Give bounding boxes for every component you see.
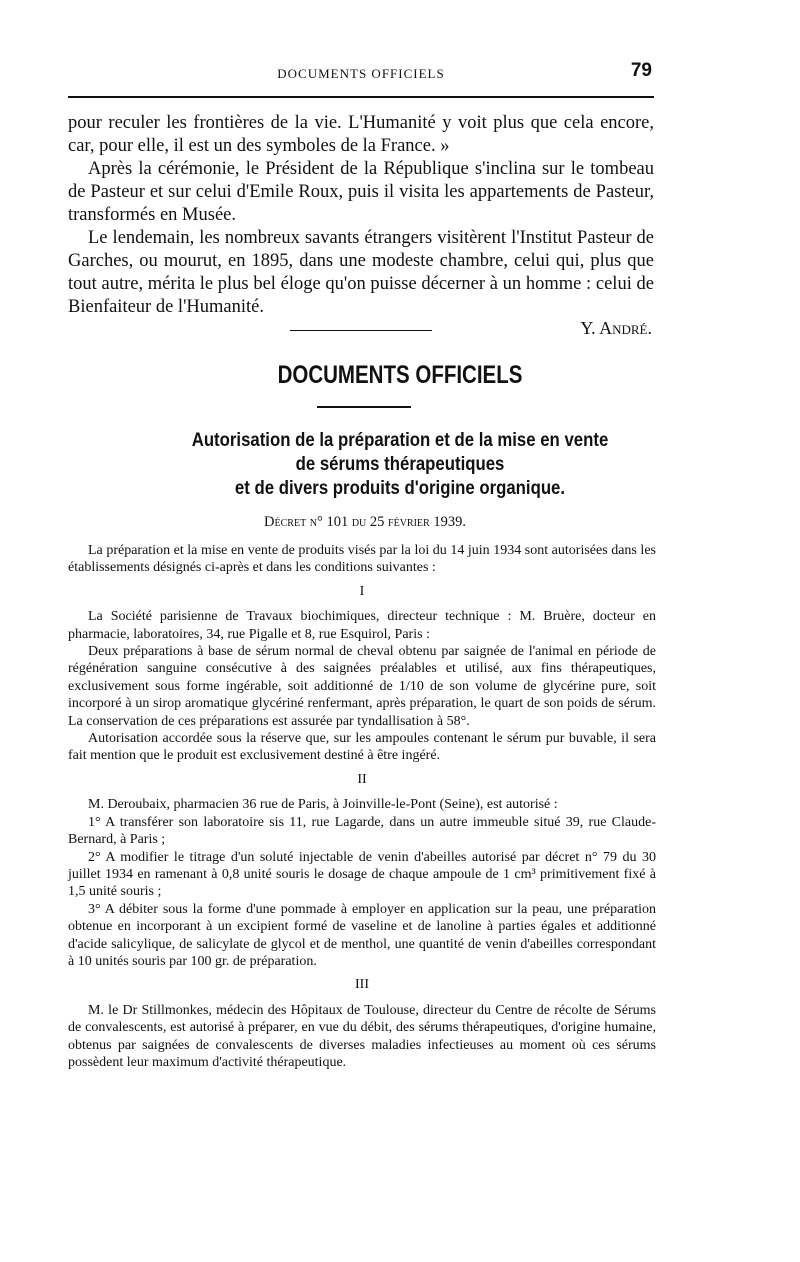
- author-signature: Y. André.: [580, 318, 652, 338]
- intro-paragraph: La préparation et la mise en vente de produits visés par la loi du 14 juin 1934 sont autorisées dans les établissements désignés ci-après et dans les conditions suivantes :: [68, 543, 656, 576]
- continuation-text: [68, 112, 654, 319]
- page-number: 79: [630, 60, 652, 81]
- paragraph: 1° A transférer son laboratoire sis 11, rue Lagarde, dans un autre immeuble situé 39, rue Claude-Bernard, à Paris ;: [68, 814, 656, 848]
- paragraph: La Société parisienne de Travaux biochimiques, directeur technique : M. Bruère, docteur en pharmacie, laboratoires, 34, rue Pigalle et 8, rue Esquirol, Paris :: [68, 609, 656, 642]
- section-numeral-iii: III: [355, 977, 369, 993]
- subtitle-line: et de divers produits d'origine organique.: [234, 477, 566, 499]
- paragraph: Après la cérémonie, le Président de la République s'inclina sur le tombeau de Pasteur et sur celui d'Emile Roux, puis il visita les appartements de Pasteur, transformés en Musée.: [68, 159, 654, 225]
- paragraph: Autorisation accordée sous la réserve que, sur les ampoules contenant le sérum pur buvable, il sera fait mention que le produit est exclusivement destiné à être ingéré.: [68, 731, 656, 764]
- signature-divider: [290, 330, 432, 331]
- article-subtitle: [56, 428, 744, 500]
- paragraph: Le lendemain, les nombreux savants étrangers visitèrent l'Institut Pasteur de Garches, ou mourut, en 1895, dans une modeste chambre, celui qui, plus que tout autre, mérita le plus bel éloge qu'on puisse décerner à un homme : celui de Bienfaiteur de l'Humanité.: [68, 228, 654, 317]
- section-title: DOCUMENTS OFFICIELS: [277, 361, 523, 389]
- section-numeral-i: I: [359, 583, 365, 599]
- paragraph: 2° A modifier le titrage d'un soluté injectable de venin d'abeilles autorisé par décret n° 79 du 30 juillet 1934 en ramenant à 0,8 unité souris le dosage de chaque ampoule de 1 cm³ primitivement fixé à 1,5 unité souris ;: [68, 849, 656, 900]
- subtitle-line: Autorisation de la préparation et de la mise en vente: [191, 429, 609, 451]
- paragraph: M. le Dr Stillmonkes, médecin des Hôpitaux de Toulouse, directeur du Centre de récolte de Sérums de convalescents, est autorisé à préparer, en vue du débit, des sérums thérapeutiques, d'origine humaine, obtenus par saignées de convalescents de diverses maladies infectieuses au moment où ces sérums possèdent leur maximum d'activité thérapeutique.: [68, 1002, 656, 1070]
- running-title: DOCUMENTS OFFICIELS: [277, 66, 445, 81]
- decree-body: [68, 542, 656, 1071]
- section-divider: [317, 406, 411, 408]
- running-header: [68, 58, 654, 98]
- paragraph: M. Deroubaix, pharmacien 36 rue de Paris, à Joinville-le-Pont (Seine), est autorisé :: [88, 797, 558, 813]
- paragraph: 3° A débiter sous la forme d'une pommade à employer en application sur la peau, une préparation obtenue en incorporant à un excipient formé de vaseline et de lanoline à parties égales et additionné d'acide salicylique, de salicylate de glycol et de menthol, une quantité de venin d'abeilles correspondant à 10 unités souris par 100 gr. de préparation.: [68, 901, 656, 969]
- subtitle-line: de sérums thérapeutiques: [295, 453, 505, 475]
- decree-reference: Décret n° 101 du 25 février 1939.: [264, 514, 466, 530]
- section-numeral-ii: II: [357, 771, 367, 787]
- paragraph: pour reculer les frontières de la vie. L'Humanité y voit plus que cela encore, car, pour elle, il est un des symboles de la France. »: [68, 113, 654, 156]
- paragraph: Deux préparations à base de sérum normal de cheval obtenu par saignée de l'animal en période de régénération sanguine consécutive à des saignées préalables et utilisé, aux fins thérapeutiques, exclusivement sous forme ingérable, soit additionné de 1/10 de son volume de glycérine pure, soit incorporé à un sirop aromatique glycériné renfermant, après préparation, le quart de son poids de sérum. La conservation de ces préparations est assurée par tyndallisation à 58°.: [68, 644, 656, 729]
